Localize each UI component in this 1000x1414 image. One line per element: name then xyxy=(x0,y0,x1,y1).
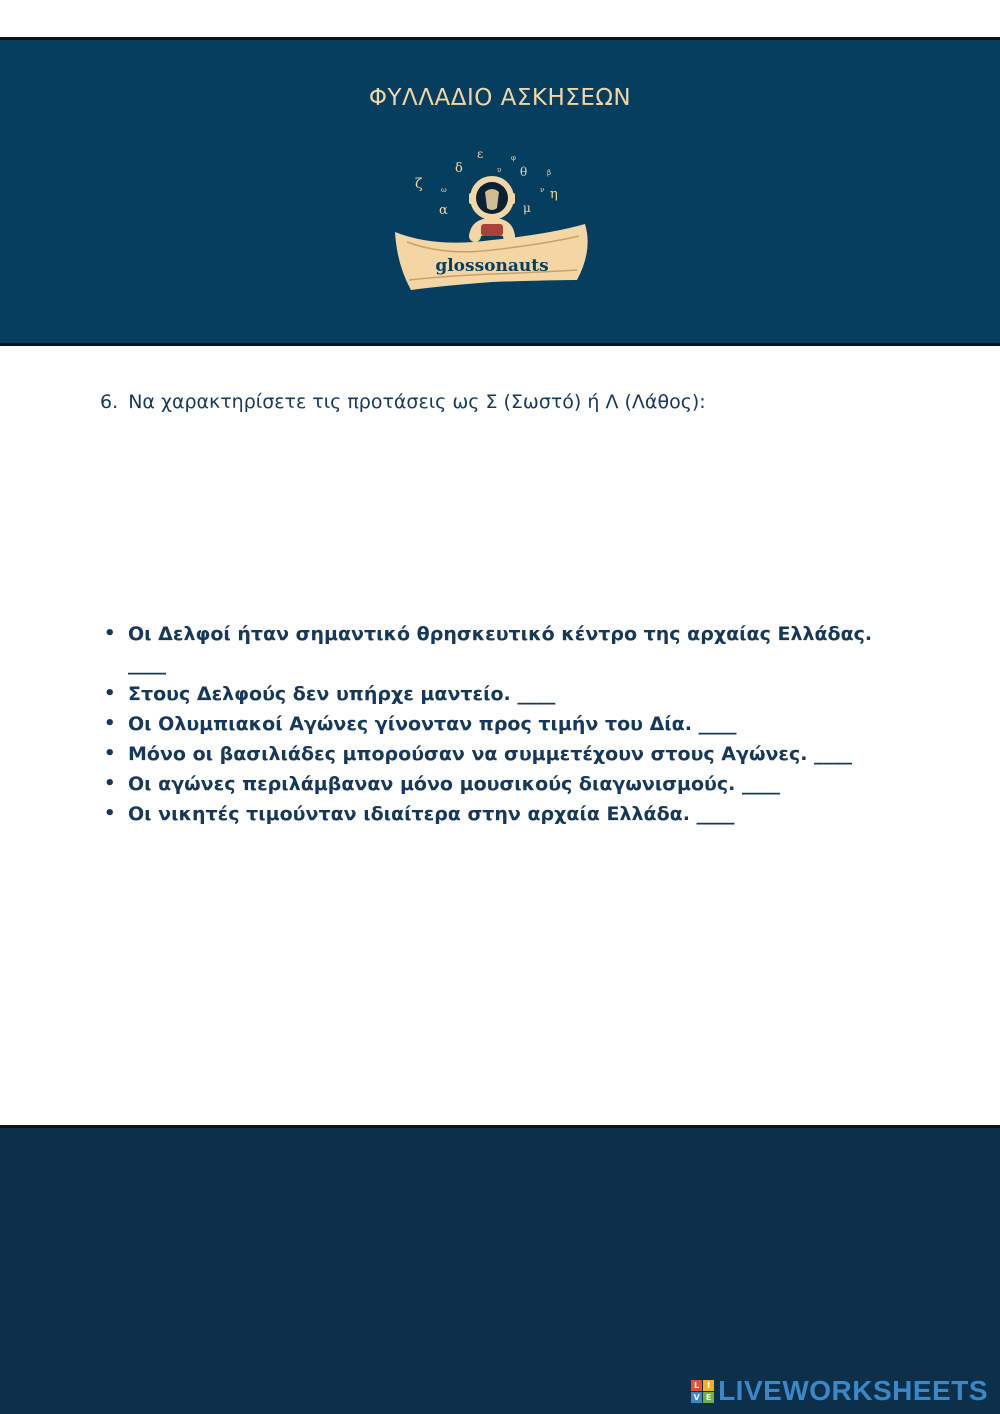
header-banner xyxy=(0,37,1000,346)
statement-list xyxy=(100,619,900,829)
statement-item: • Οι Δελφοί ήταν σημαντικό θρησκευτικό κέντρο της αρχαίας Ελλάδας. ____ xyxy=(100,619,900,679)
instruction-text: Να χαρακτηρίσετε τις προτάσεις ως Σ (Σωστό) ή Λ (Λάθος): xyxy=(128,391,706,413)
liveworksheets-logo-icon: L I V E xyxy=(691,1380,714,1403)
page-title: ΦΥΛΛΑΔΙΟ ΑΣΚΗΣΕΩΝ xyxy=(368,85,632,111)
logo-letter: δ xyxy=(455,161,463,176)
logo-letter: θ xyxy=(520,165,528,179)
exercise-number: 6. xyxy=(100,391,119,413)
logo-letter: ζ xyxy=(415,176,423,192)
statement-item: • Στους Δελφούς δεν υπήρχε μαντείο. ____ xyxy=(100,679,900,709)
logo-letter: ω xyxy=(441,186,447,194)
exercise-instruction xyxy=(100,391,706,413)
astronaut-icon xyxy=(469,176,515,242)
logo-wordmark: glossonauts xyxy=(435,256,549,276)
liveworksheets-brand[interactable] xyxy=(691,1375,988,1407)
logo-letter: φ xyxy=(511,154,516,162)
statement-item: • Μόνο οι βασιλιάδες μπορούσαν να συμμετέχουν στους Αγώνες. ____ xyxy=(100,739,900,769)
logo-letter: ν xyxy=(540,186,545,194)
liveworksheets-wordmark: LIVEWORKSHEETS xyxy=(718,1375,988,1406)
statement-item: • Οι αγώνες περιλάμβαναν μόνο μουσικούς διαγωνισμούς. ____ xyxy=(100,769,900,799)
statement-item: • Οι Ολυμπιακοί Αγώνες γίνονταν προς τιμήν του Δία. ____ xyxy=(100,709,900,739)
footer-banner xyxy=(0,1125,1000,1414)
statement-item: • Οι νικητές τιμούνταν ιδιαίτερα στην αρχαία Ελλάδα. ____ xyxy=(100,799,900,829)
logo-letter: μ xyxy=(523,201,531,215)
logo-letter: η xyxy=(550,187,558,202)
glossonauts-logo xyxy=(385,140,600,290)
logo-letter: ε xyxy=(477,147,484,161)
logo-letter: β xyxy=(547,169,552,177)
logo-letter: υ xyxy=(497,166,502,174)
logo-letter: α xyxy=(439,203,448,218)
